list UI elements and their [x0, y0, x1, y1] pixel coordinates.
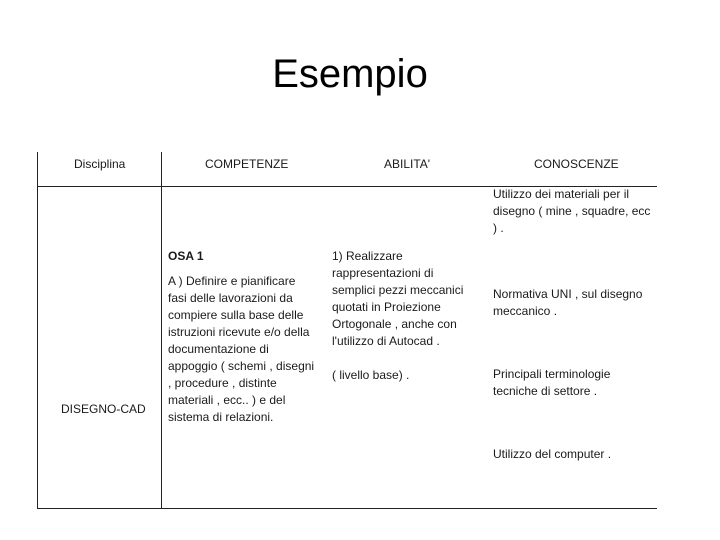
conoscenze-item-1: Utilizzo dei materiali per il disegno ( mine , squadre, ecc ) .	[493, 187, 651, 235]
conoscenze-cell	[493, 186, 657, 237]
header-abilita: ABILITA'	[384, 157, 431, 171]
competenze-line: istruzioni ricevute e/o della	[168, 325, 310, 339]
abilita-line: l'utilizzo di Autocad .	[332, 334, 440, 348]
header-competenze: COMPETENZE	[205, 157, 289, 171]
header-disciplina: Disciplina	[74, 157, 126, 171]
table-border-bottom	[37, 508, 657, 509]
header-conoscenze: CONOSCENZE	[534, 157, 619, 171]
table-border-left	[37, 152, 38, 509]
conoscenze-item-4: Utilizzo del computer .	[493, 447, 612, 461]
abilita-line: Ortogonale , anche con	[332, 317, 457, 331]
competenze-line: fasi delle lavorazioni da	[168, 291, 293, 305]
competenze-line: , procedure , distinte	[168, 376, 277, 390]
abilita-line: quotati in Proiezione	[332, 300, 441, 314]
abilita-cell	[332, 248, 492, 384]
abilita-line: ( livello base) .	[332, 368, 410, 382]
conoscenze-item-3: Principali terminologie tecniche di settore .	[493, 367, 611, 398]
competenze-line: appoggio ( schemi , disegni	[168, 359, 315, 373]
conoscenze-item-2: Normativa UNI , sul disegno meccanico .	[493, 287, 643, 318]
competenze-line: compiere sulla base delle	[168, 308, 304, 322]
competenze-cell	[168, 248, 328, 426]
competenze-line: documentazione di	[168, 342, 269, 356]
competenze-line: materiali , ecc.. ) e del	[168, 393, 286, 407]
table-divider-1	[161, 152, 162, 509]
abilita-line: semplici pezzi meccanici	[332, 283, 464, 297]
curriculum-table	[37, 152, 657, 509]
slide-title: Esempio	[272, 52, 428, 96]
abilita-line: 1) Realizzare	[332, 249, 403, 263]
competenze-line: sistema di relazioni.	[168, 410, 274, 424]
competenze-line: A ) Definire e pianificare	[168, 274, 296, 288]
abilita-line: rappresentazioni di	[332, 266, 434, 280]
disciplina-value: DISEGNO-CAD	[61, 402, 146, 416]
competenze-heading: OSA 1	[168, 249, 204, 263]
